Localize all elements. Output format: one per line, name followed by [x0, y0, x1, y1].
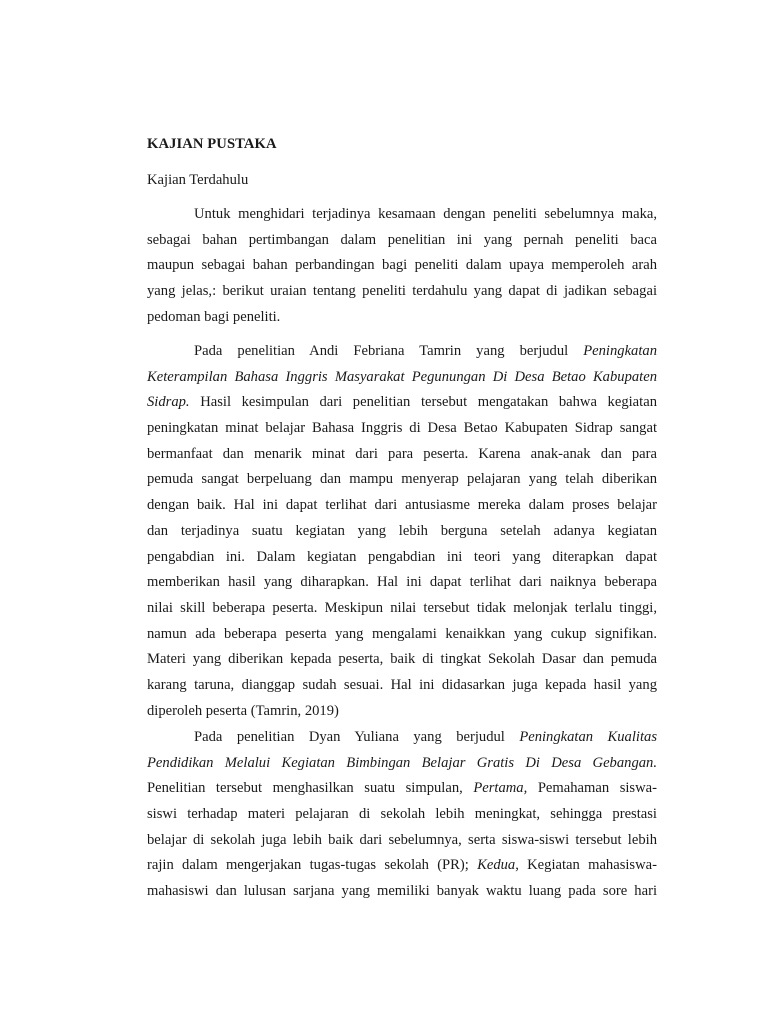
- paragraph-line: [147, 202, 657, 228]
- text-run: nilai skill beberapa peserta. Meskipun nilai tersebut tidak melonjak terlalu tinggi,: [147, 599, 657, 616]
- text-run: Pada penelitian Dyan Yuliana yang berjudul: [194, 729, 520, 745]
- text-run: Pada penelitian Andi Febriana Tamrin yang berjudul: [194, 343, 584, 359]
- paragraph-line: [147, 699, 657, 725]
- paragraph-line: [147, 596, 657, 622]
- italic-text: Pertama,: [473, 780, 528, 797]
- text-run: memberikan hasil yang diharapkan. Hal ini dapat terlihat dari naiknya beberapa: [147, 574, 657, 591]
- text-run: Untuk menghidari terjadinya kesamaan dengan peneliti sebelumnya maka,: [194, 206, 657, 222]
- paragraph-line: [147, 647, 657, 673]
- text-run: sebagai bahan pertimbangan dalam penelitian ini yang pernah peneliti baca: [147, 231, 657, 248]
- paragraph-line: [147, 622, 657, 648]
- paragraph-line: [147, 725, 657, 751]
- text-run: Penelitian tersebut menghasilkan suatu simpulan,: [147, 780, 474, 797]
- paragraph-yuliana-study: [147, 725, 657, 905]
- text-run: rajin dalam mengerjakan tugas-tugas sekolah (PR);: [147, 857, 478, 874]
- text-run: dan terjadinya suatu kegiatan yang lebih berguna setelah adanya kegiatan: [147, 522, 657, 539]
- text-run: belajar di sekolah juga lebih baik dari sebelumnya, serta siswa-siswi tersebut lebih: [147, 831, 657, 848]
- paragraph-line: [147, 416, 657, 442]
- paragraph-line: [147, 279, 657, 305]
- subsection-heading: Kajian Terdahulu: [147, 172, 249, 188]
- paragraph-line: [147, 853, 657, 879]
- italic-text: Sidrap.: [147, 394, 190, 411]
- text-run: Pemahaman siswa-: [527, 780, 657, 797]
- paragraph-line: [147, 339, 657, 365]
- text-run: , Kegiatan mahasiswa-: [515, 857, 657, 874]
- paragraph-line: [147, 253, 657, 279]
- italic-text: Kedua: [477, 857, 516, 874]
- paragraph-line: [147, 570, 657, 596]
- text-run: diperoleh peserta (Tamrin, 2019): [147, 702, 339, 719]
- paragraph-line: [147, 776, 657, 802]
- text-run: mahasiswi dan lulusan sarjana yang memiliki banyak waktu luang pada sore hari: [147, 883, 657, 900]
- paragraph-line: [147, 802, 657, 828]
- text-run: Materi yang diberikan kepada peserta, baik di tingkat Sekolah Dasar dan pemuda: [147, 651, 657, 668]
- text-run: yang jelas,: berikut uraian tentang peneliti terdahulu yang dapat di jadikan sebagai: [147, 283, 657, 300]
- paragraph-line: [147, 228, 657, 254]
- text-run: namun ada beberapa peserta yang mengalami kenaikkan yang cukup signifikan.: [147, 625, 657, 642]
- paragraph-line: [147, 519, 657, 545]
- italic-text: Peningkatan Kualitas: [519, 729, 657, 745]
- section-heading: KAJIAN PUSTAKA: [147, 136, 277, 152]
- paragraph-line: [147, 545, 657, 571]
- text-run: karang taruna, dianggap sudah sesuai. Hal ini didasarkan juga kepada hasil yang: [147, 676, 657, 693]
- paragraph-line: [147, 305, 657, 331]
- paragraph-line: [147, 442, 657, 468]
- paragraph-tamrin-study: [147, 339, 657, 724]
- paragraph-previous-research-intro: [147, 202, 657, 330]
- text-run: siswi terhadap materi pelajaran di sekolah lebih meningkat, sehingga prestasi: [147, 806, 657, 823]
- italic-text: Peningkatan: [583, 343, 657, 359]
- text-run: pengabdian ini. Dalam kegiatan pengabdian ini teori yang diterapkan dapat: [147, 548, 657, 565]
- paragraph-line: [147, 390, 657, 416]
- text-run: bermanfaat dan menarik minat dari para peserta. Karena anak-anak dan para: [147, 445, 657, 462]
- text-run: Hasil kesimpulan dari penelitian tersebut mengatakan bahwa kegiatan: [189, 394, 657, 411]
- italic-text: Keterampilan Bahasa Inggris Masyarakat Pegunungan Di Desa Betao Kabupaten: [147, 368, 657, 385]
- paragraph-line: [147, 467, 657, 493]
- text-run: pedoman bagi peneliti.: [147, 308, 281, 325]
- paragraph-line: [147, 828, 657, 854]
- paragraph-line: [147, 879, 657, 905]
- text-run: dengan baik. Hal ini dapat terlihat dari antusiasme mereka dalam proses belajar: [147, 497, 657, 514]
- paragraph-line: [147, 751, 657, 777]
- italic-text: Pendidikan Melalui Kegiatan Bimbingan Belajar Gratis Di Desa Gebangan.: [147, 754, 657, 771]
- text-run: peningkatan minat belajar Bahasa Inggris di Desa Betao Kabupaten Sidrap sangat: [147, 420, 657, 437]
- paragraph-line: [147, 673, 657, 699]
- text-run: maupun sebagai bahan perbandingan bagi peneliti dalam upaya memperoleh arah: [147, 257, 657, 274]
- paragraph-line: [147, 493, 657, 519]
- text-run: pemuda sangat berpeluang dan mampu menyerap pelajaran yang telah diberikan: [147, 471, 657, 488]
- paragraph-line: [147, 365, 657, 391]
